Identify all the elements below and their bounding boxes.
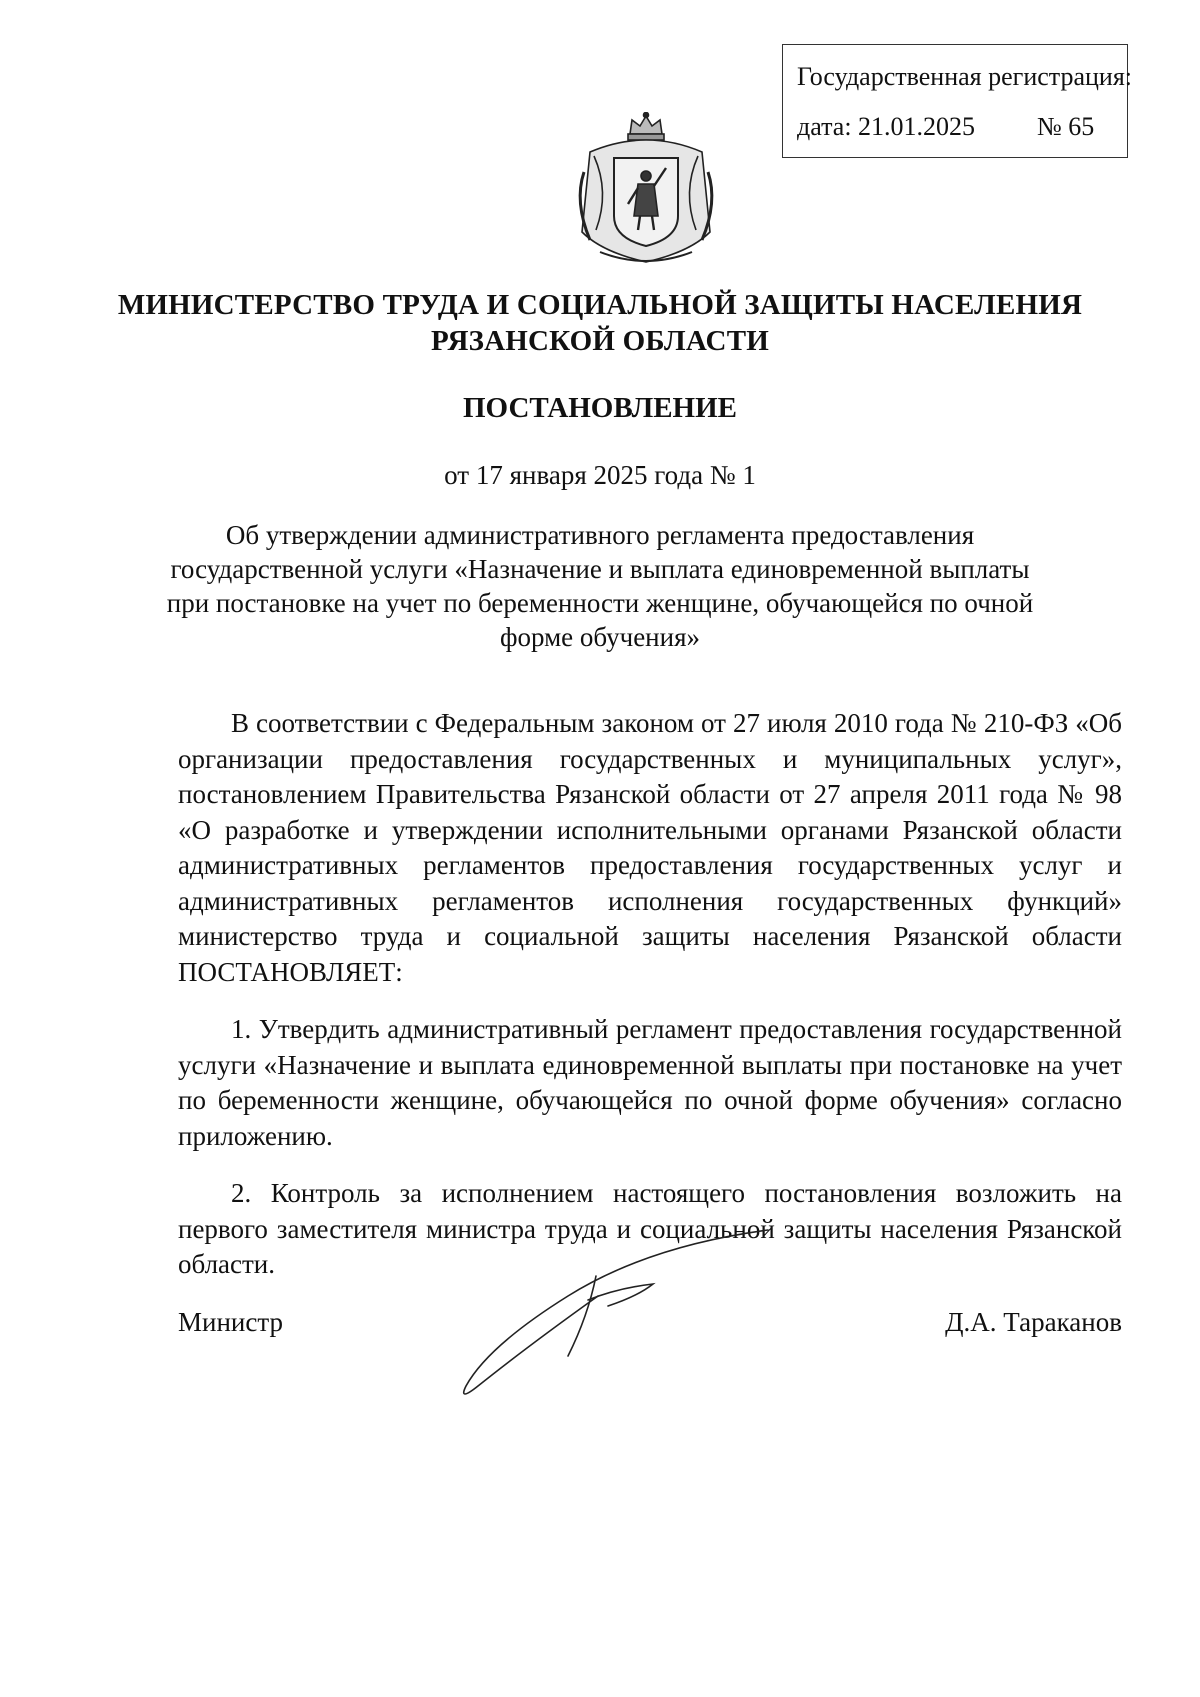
registration-number: № 65 [1037, 112, 1095, 141]
signer-title: Министр [178, 1307, 283, 1337]
signer-name: Д.А. Тараканов [945, 1307, 1122, 1337]
document-subject: Об утверждении административного регламента предоставления государственной услуги «Назначение и выплата единовременной выплаты при постановке на учет по беременности женщине, обучающейся по очной форме обучения» [166, 520, 1034, 652]
ministry-heading [0, 287, 1200, 359]
registration-date: дата: 21.01.2025 [797, 112, 976, 141]
ministry-line-2: РЯЗАНСКОЙ ОБЛАСТИ [431, 325, 769, 357]
document-body [178, 706, 1122, 1305]
ministry-line-1: МИНИСТЕРСТВО ТРУДА И СОЦИАЛЬНОЙ ЗАЩИТЫ НАСЕЛЕНИЯ [117, 289, 1083, 321]
registration-stamp [782, 44, 1133, 158]
document-type: ПОСТАНОВЛЕНИЕ [462, 392, 737, 424]
handwritten-signature-icon [448, 1226, 778, 1406]
item-2-paragraph: 2. Контроль за исполнением настоящего постановления возложить на первого заместителя министра труда и социальной защиты населения Рязанской области. [178, 1178, 1122, 1279]
preamble-paragraph: В соответствии с Федеральным законом от 27 июля 2010 года № 210-ФЗ «Об организации предоставления государственных и муниципальных услуг», постановлением Правительства Рязанской области от 27 апреля 2011 года № 98 «О разработке и утверждении исполнительными органами Рязанской области административных регламентов предоставления государственных услуг и административных регламентов исполнения государственных функций» министерство труда и социальной защиты населения Рязанской области ПОСТАНОВЛЯЕТ: [178, 708, 1122, 987]
registration-title: Государственная регистрация: [797, 62, 1133, 91]
document-date: от 17 января 2025 года № 1 [444, 460, 756, 490]
item-1-paragraph: 1. Утвердить административный регламент предоставления государственной услуги «Назначение и выплата единовременной выплаты при постановке на учет по беременности женщине, обучающейся по очной форме обучения» согласно приложению. [178, 1014, 1122, 1151]
ryazan-coat-of-arms-icon [570, 112, 722, 270]
